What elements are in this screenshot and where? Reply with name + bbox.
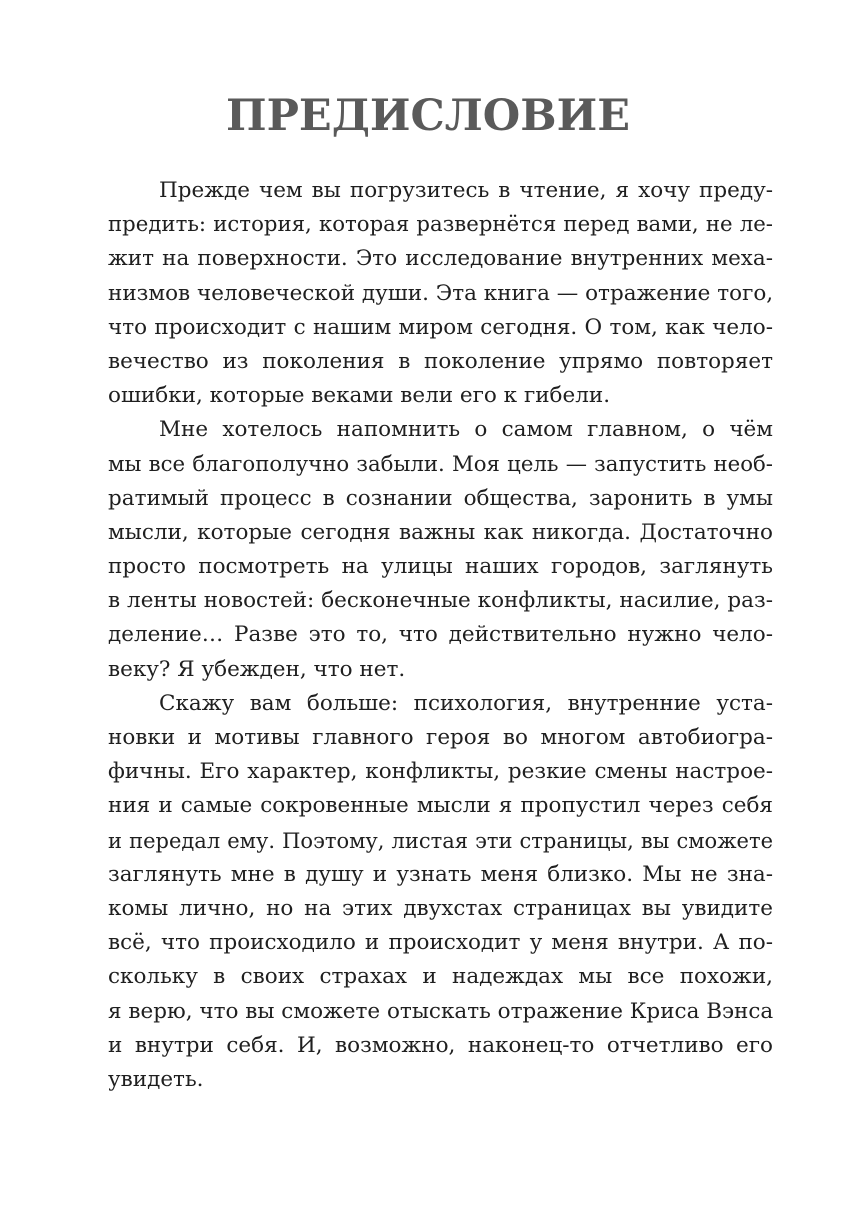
text-line: новки и мотивы главного героя во многом автобиогра- xyxy=(108,725,773,750)
text-line: в ленты новостей: бесконечные конфликты, насилие, раз- xyxy=(108,588,773,614)
text-line: Скажу вам больше: психология, внутренние уста- xyxy=(159,690,773,716)
text-line: и внутри себя. И, возможно, наконец-то отчетливо его xyxy=(108,1032,773,1058)
text-line: предить: история, которая развернётся перед вами, не ле- xyxy=(108,212,773,238)
text-line: ния и самые сокровенные мысли я пропустил через себя xyxy=(108,793,773,819)
text-line: жит на поверхности. Это исследование внутренних меха- xyxy=(108,246,773,272)
text-line: ошибки, которые веками вели его к гибели. xyxy=(108,383,611,409)
text-line: всё, что происходило и происходит у меня внутри. А по- xyxy=(108,930,773,956)
text-line: Мне хотелось напомнить о самом главном, о чём xyxy=(159,417,773,443)
text-line: веку? Я убежден, что нет. xyxy=(108,656,406,682)
text-line: деление… Разве это то, что действительно нужно чело- xyxy=(108,622,773,648)
text-line: я верю, что вы сможете отыскать отражение Криса Вэнса xyxy=(108,998,774,1024)
text-line: мы все благополучно забыли. Моя цель — запустить необ- xyxy=(108,451,773,477)
page-title: ПРЕДИСЛОВИЕ xyxy=(225,91,631,141)
text-line: мысли, которые сегодня важны как никогда. Достаточно xyxy=(108,519,773,545)
paragraph-3 xyxy=(108,687,773,1097)
paragraph-2 xyxy=(108,413,773,687)
text-line: низмов человеческой души. Эта книга — отражение того, xyxy=(108,280,774,306)
text-line: комы лично, но на этих двухстах страницах вы увидите xyxy=(108,895,773,921)
text-line: заглянуть мне в душу и узнать меня близко. Мы не зна- xyxy=(108,861,773,887)
text-line: вечество из поколения в поколение упрямо повторяет xyxy=(108,348,773,374)
text-line: и передал ему. Поэтому, листая эти страницы, вы сможете xyxy=(108,828,773,853)
text-line: фичны. Его характер, конфликты, резкие смены настрое- xyxy=(108,759,773,785)
preface-text xyxy=(108,174,773,1097)
text-line: просто посмотреть на улицы наших городов, заглянуть xyxy=(108,554,773,580)
text-line: что происходит с нашим миром сегодня. О том, как чело- xyxy=(108,314,773,340)
paragraph-1 xyxy=(108,174,773,413)
text-line: увидеть. xyxy=(108,1066,204,1092)
text-line: скольку в своих страхах и надеждах мы все похожи, xyxy=(108,964,773,990)
text-line: Прежде чем вы погрузитесь в чтение, я хочу преду- xyxy=(159,178,773,203)
text-line: ратимый процесс в сознании общества, заронить в умы xyxy=(108,485,773,511)
